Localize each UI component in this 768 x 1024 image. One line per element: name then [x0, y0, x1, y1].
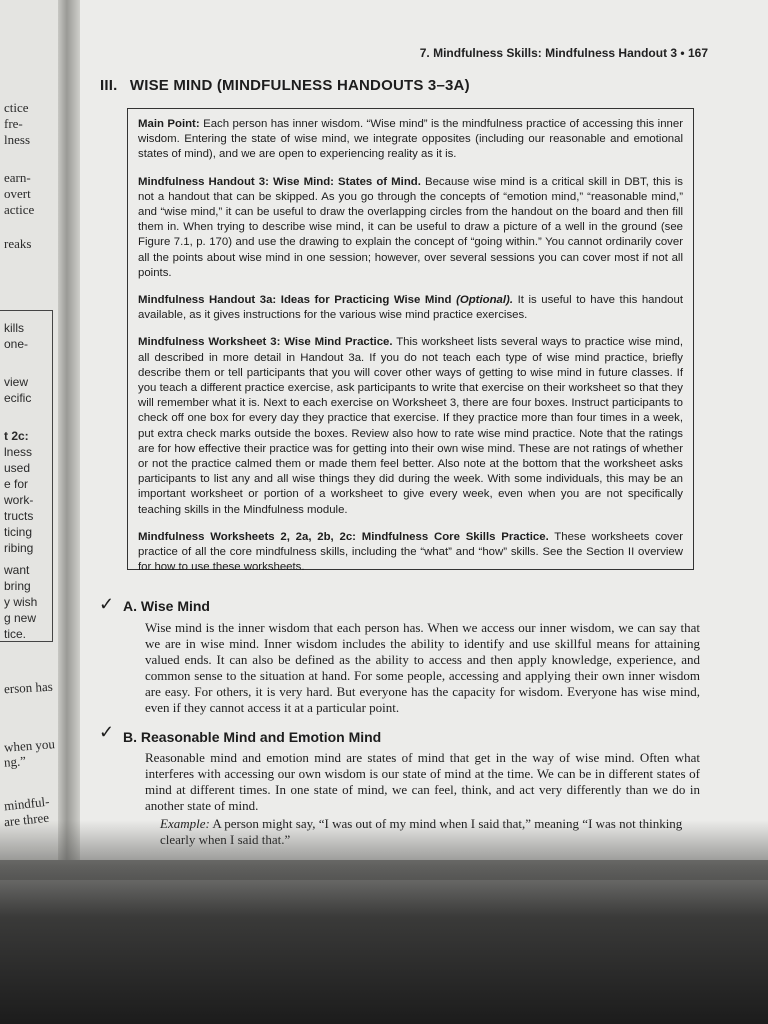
- left-fragment: earn-: [4, 170, 31, 185]
- section-title: [100, 77, 470, 94]
- left-fragment: fre-: [4, 116, 23, 131]
- left-fragment: ribing: [4, 541, 34, 555]
- left-fragment: ctice: [4, 100, 29, 115]
- section-number: III.: [100, 77, 118, 94]
- book-gutter: [58, 0, 80, 900]
- left-fragment: lness: [4, 445, 33, 459]
- handout-3-note: Mindfulness Handout 3: Wise Mind: States of Mind. Because wise mind is a critical skill in DBT, this is not a handout that can be skipped. As you go through the concepts of “emotion mind,” “reasonable mind,” and “wise mind,” it can be useful to draw the overlapping circles from the handout on the board and then fill them in. When trying to describe wise mind, it can be useful to draw a picture of a well in the ground (see Figure 7.1, p. 170) and use the drawing to explain the concept of “going within.” You cannot ordinarily cover all the points about wise mind in one session; however, over several sessions you can cover most if not all points.: [138, 175, 683, 279]
- left-fragment: reaks: [4, 236, 32, 251]
- left-fragment: mindful-: [3, 793, 51, 814]
- running-head: 7. Mindfulness Skills: Mindfulness Handout 3 • 167: [419, 46, 708, 60]
- left-fragment: ng.”: [3, 753, 27, 770]
- left-fragment: lness: [4, 132, 30, 147]
- left-fragment: actice: [4, 202, 35, 217]
- teaching-notes-box: [127, 108, 694, 574]
- check-mark-b: ✓: [99, 722, 115, 742]
- section-a-heading: A. Wise Mind: [123, 598, 210, 614]
- left-fragment: kills: [4, 321, 24, 335]
- left-fragment: view: [4, 375, 29, 389]
- left-fragment: when you: [3, 736, 56, 755]
- left-fragment: want: [4, 563, 30, 577]
- left-fragment: tructs: [4, 509, 34, 523]
- section-b-text: Reasonable mind and emotion mind are states of mind that get in the way of wise mind. Often what interferes with accessing our own wisdom is our state of mind at the time. We can be in different states of mind at different times. In one state of mind, we can feel, think, and act very differently than we do in another state of mind.: [145, 750, 700, 813]
- left-fragment: ticing: [4, 525, 33, 539]
- left-fragment: used: [4, 461, 31, 475]
- left-fragment: ecific: [4, 391, 32, 405]
- section-b-heading: B. Reasonable Mind and Emotion Mind: [123, 729, 382, 745]
- left-fragment: tice.: [4, 627, 27, 641]
- left-fragment: y wish: [4, 595, 38, 609]
- left-fragment: overt: [4, 186, 31, 201]
- handout-3a-note: Mindfulness Handout 3a: Ideas for Practicing Wise Mind (Optional). It is useful to have this handout available, as it gives instructions for the various wise mind practice exercises.: [138, 294, 684, 322]
- left-fragment: one-: [4, 337, 29, 351]
- worksheet-3-note: Mindfulness Worksheet 3: Wise Mind Practice. This worksheet lists several ways to practice wise mind, all described in more detail in Handout 3a. If you do not teach each type of wise mind practice, briefly describe them or tell participants that you will cover other ways of getting to wise mind in future classes. If you teach a different practice exercise, ask participants to write that exercise on their worksheet so that they will remember what it is. Next to each exercise on Worksheet 3, there are four boxes. Instruct participants to check off one box for every day they practice that exercise. If they practice more than four times in a week, put extra check marks outside the boxes. Review also how to rate wise mind practice. Note that the ratings are for how effective their practice was for getting into their own wise mind. These are not ratings of whether or not the practice calmed them or made them feel better. Also note at the bottom that the worksheet asks participants to list any and all wise things they did during the week. With some individuals, this may be an important worksheet or portion of a worksheet to give every week, even when you are not specifically teaching skills in the Mindfulness module.: [138, 336, 683, 516]
- check-mark-a: ✓: [99, 594, 115, 614]
- main-point: Main Point: Each person has inner wisdom. “Wise mind” is the mindfulness practice of accessing this inner wisdom. Entering the state of wise mind, we integrate opposites (including our reasonable and emotional states of mind), and we are open to experiencing reality as it is.: [138, 118, 684, 161]
- left-fragment: erson has: [3, 678, 54, 697]
- left-fragment: bring: [4, 579, 31, 593]
- left-fragment: e for: [4, 477, 29, 491]
- left-fragment: g new: [4, 611, 37, 625]
- left-fragment: work-: [4, 493, 34, 507]
- left-fragment: t 2c:: [4, 429, 29, 443]
- page-shadow: [0, 860, 768, 1024]
- section-heading: WISE MIND (MINDFULNESS HANDOUTS 3–3A): [129, 77, 470, 94]
- worksheets-2-note: Mindfulness Worksheets 2, 2a, 2b, 2c: Mindfulness Core Skills Practice. These worksheets cover practice of all the core mindfulness skills, including the “what” and “how” skills. See the Section II overview for how to use these worksheets.: [138, 530, 683, 574]
- section-a-text: Wise mind is the inner wisdom that each person has. When we access our inner wisdom, we can say that we are in wise mind. Inner wisdom includes the ability to identify and use skillful means for attaining valued ends. It can also be defined as the ability to access and then apply knowledge, experience, and common sense to the situation at hand. For some people, accessing and applying their own inner wisdom are easy. For others, it is very hard. But everyone has the capacity for wisdom. Everyone has wise mind, even if they cannot access it at a particular point.: [145, 620, 700, 715]
